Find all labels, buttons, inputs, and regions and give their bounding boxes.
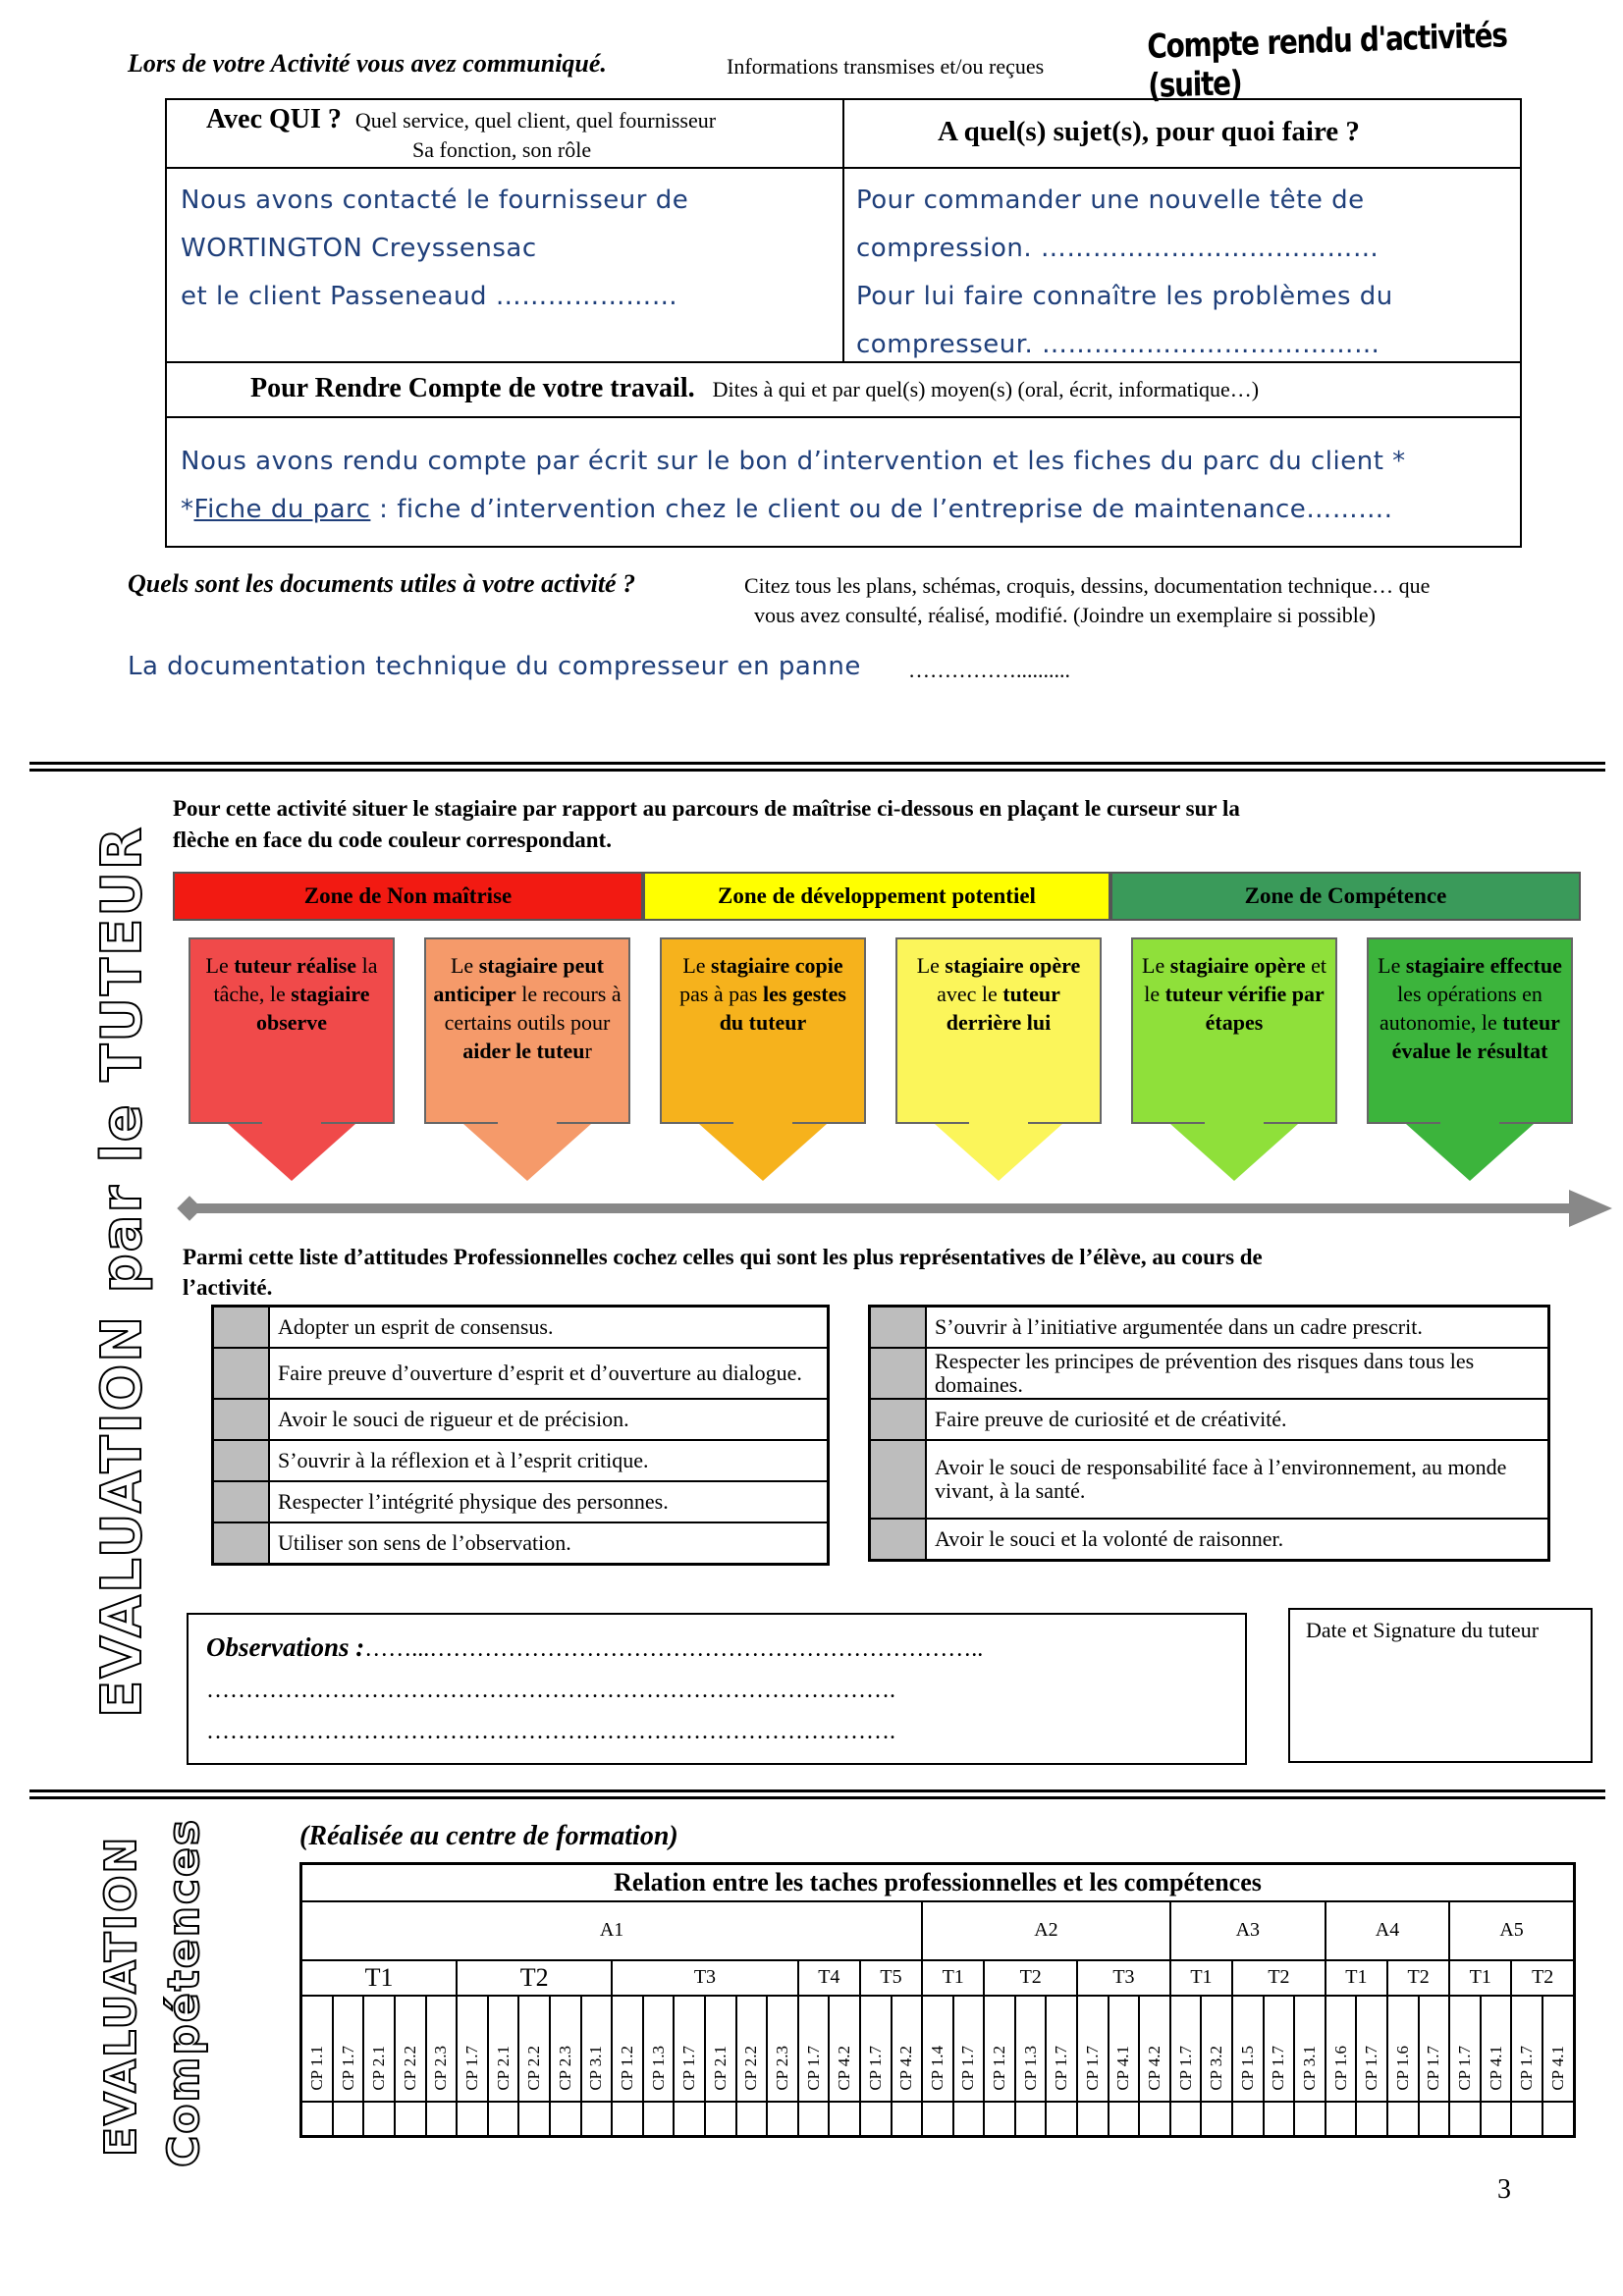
communication-subtitle: Informations transmises et/ou reçues xyxy=(727,54,1045,79)
competence-eval-cell[interactable] xyxy=(1015,2102,1047,2137)
attitude-checkbox[interactable] xyxy=(870,1440,927,1519)
competence-eval-cell[interactable] xyxy=(363,2102,395,2137)
competence-eval-cell[interactable] xyxy=(953,2102,985,2137)
competence-eval-cell[interactable] xyxy=(798,2102,830,2137)
competence-code: CP 1.7 xyxy=(1454,2045,1474,2091)
competence-eval-cell[interactable] xyxy=(1077,2102,1109,2137)
tutor-intro-line: flèche en face du code couleur correspondant. xyxy=(173,828,612,852)
who-role: Sa fonction, son rôle xyxy=(412,137,592,162)
competence-code: CP 2.3 xyxy=(431,2045,451,2091)
competence-eval-cell[interactable] xyxy=(1201,2102,1232,2137)
attitude-checkbox[interactable] xyxy=(213,1307,270,1349)
mastery-card: Le stagiaire opère et le tuteur vérifie par étapes xyxy=(1131,937,1337,1124)
mastery-card: Le stagiaire effectue les opérations en autonomie, le tuteur évalue le résultat xyxy=(1367,937,1573,1124)
attitude-checkbox[interactable] xyxy=(870,1519,927,1561)
header-divider xyxy=(167,167,1520,169)
competences-table-title: Relation entre les taches professionnelles et les compétences xyxy=(301,1864,1575,1901)
section-separator xyxy=(29,1789,1605,1799)
zone-label: Zone de Non maîtrise xyxy=(303,883,513,908)
competence-code: CP 1.4 xyxy=(927,2045,947,2091)
competence-cell xyxy=(1325,1996,1357,2102)
competence-cell xyxy=(1542,1996,1575,2102)
competence-cell xyxy=(550,1996,581,2102)
subject-answer-line: compresseur. ………………………………… xyxy=(856,330,1380,359)
attitudes-title xyxy=(183,1242,1263,1303)
page-number: 3 xyxy=(1497,2174,1511,2205)
competence-cell xyxy=(674,1996,705,2102)
competence-eval-cell[interactable] xyxy=(1419,2102,1450,2137)
attitude-label: Faire preuve d’ouverture d’esprit et d’ouverture au dialogue. xyxy=(269,1348,829,1399)
competence-cell xyxy=(798,1996,830,2102)
attitude-checkbox[interactable] xyxy=(213,1399,270,1440)
park-sheet-link: Fiche du parc xyxy=(193,495,371,524)
competence-eval-cell[interactable] xyxy=(488,2102,519,2137)
who-answer-line: et le client Passeneaud ………………… xyxy=(181,282,678,311)
activity-header: A2 xyxy=(922,1901,1170,1960)
competence-eval-cell[interactable] xyxy=(1449,2102,1481,2137)
competence-eval-cell[interactable] xyxy=(1170,2102,1202,2137)
tutor-signature-box[interactable] xyxy=(1288,1608,1593,1763)
competence-cell xyxy=(1511,1996,1542,2102)
competence-code: CP 1.5 xyxy=(1237,2045,1257,2091)
competence-cell xyxy=(643,1996,675,2102)
competences-side-label-2: Compétences xyxy=(159,1817,209,2167)
competences-subtitle: (Réalisée au centre de formation) xyxy=(299,1821,678,1851)
competence-cell xyxy=(426,1996,458,2102)
attitude-label: Avoir le souci et la volonté de raisonner. xyxy=(926,1519,1549,1561)
competence-eval-cell[interactable] xyxy=(395,2102,426,2137)
mastery-card: Le stagiaire copie pas à pas les gestes du tuteur xyxy=(660,937,866,1124)
attitude-label: Utiliser son sens de l’observation. xyxy=(269,1522,829,1565)
documents-dots: …………….......... xyxy=(908,658,1070,682)
attitude-label: S’ouvrir à la réflexion et à l’esprit critique. xyxy=(269,1440,829,1481)
competence-code: CP 4.2 xyxy=(1145,2045,1164,2091)
competence-code: CP 4.2 xyxy=(896,2045,916,2091)
attitudes-left-table xyxy=(211,1305,830,1566)
zone-potential-development xyxy=(643,872,1110,921)
competence-cell xyxy=(767,1996,798,2102)
competence-cell xyxy=(1201,1996,1232,2102)
competence-cell xyxy=(1356,1996,1387,2102)
who-answer-line: Nous avons contacté le fournisseur de xyxy=(181,186,689,215)
competence-code: CP 1.7 xyxy=(1424,2045,1443,2091)
competence-cell xyxy=(1077,1996,1109,2102)
competence-code: CP 3.1 xyxy=(586,2045,606,2091)
slider-arrowhead-icon xyxy=(1569,1190,1612,1227)
observations-dots: ……...…………………………………………………………….. xyxy=(364,1636,984,1662)
attitude-checkbox[interactable] xyxy=(870,1348,927,1399)
task-header: T1 xyxy=(1325,1960,1387,1996)
competence-eval-cell[interactable] xyxy=(829,2102,860,2137)
mastery-slider-track[interactable] xyxy=(189,1203,1573,1213)
competence-eval-cell[interactable] xyxy=(705,2102,736,2137)
competence-eval-cell[interactable] xyxy=(1481,2102,1512,2137)
who-subtitle: Quel service, quel client, quel fournisseur xyxy=(354,108,717,133)
competence-eval-cell[interactable] xyxy=(922,2102,953,2137)
documents-answer: La documentation technique du compresseur en panne xyxy=(128,652,861,681)
tutor-intro xyxy=(173,793,1240,856)
attitudes-right-table xyxy=(868,1305,1550,1562)
competence-code: CP 1.7 xyxy=(1362,2045,1381,2091)
report-title: Compte rendu d'activités (suite) xyxy=(1147,16,1508,106)
documents-hint-2: vous avez consulté, réalisé, modifié. (Joindre un exemplaire si possible) xyxy=(754,603,1376,627)
competence-code: CP 2.3 xyxy=(555,2045,574,2091)
task-header: T1 xyxy=(301,1960,458,1996)
subject-title: A quel(s) sujet(s), pour quoi faire ? xyxy=(938,116,1360,147)
competence-code: CP 2.3 xyxy=(772,2045,791,2091)
who-title: Avec QUI ? xyxy=(206,104,342,134)
documents-question: Quels sont les documents utiles à votre activité ? xyxy=(128,569,636,598)
competence-eval-cell[interactable] xyxy=(1109,2102,1140,2137)
task-header: T2 xyxy=(1232,1960,1325,1996)
competence-eval-cell[interactable] xyxy=(736,2102,768,2137)
task-header: T2 xyxy=(1387,1960,1449,1996)
row-divider xyxy=(167,416,1520,418)
attitude-checkbox[interactable] xyxy=(213,1522,270,1565)
competence-eval-cell[interactable] xyxy=(984,2102,1015,2137)
competence-code: CP 2.2 xyxy=(741,2045,761,2091)
competence-code: CP 1.7 xyxy=(958,2045,978,2091)
attitude-checkbox[interactable] xyxy=(870,1399,927,1440)
competence-eval-cell[interactable] xyxy=(1294,2102,1325,2137)
competence-cell xyxy=(1449,1996,1481,2102)
competence-code: CP 1.7 xyxy=(338,2045,357,2091)
competence-code: CP 1.7 xyxy=(865,2045,885,2091)
competence-code: CP 3.2 xyxy=(1207,2045,1226,2091)
zone-label: Zone de développement potentiel xyxy=(718,883,1036,908)
competence-eval-cell[interactable] xyxy=(1139,2102,1170,2137)
competence-code: CP 1.7 xyxy=(803,2045,823,2091)
competence-code: CP 1.7 xyxy=(1052,2045,1071,2091)
competence-cell xyxy=(829,1996,860,2102)
observations-label: Observations : xyxy=(206,1632,365,1662)
competence-code: CP 1.7 xyxy=(1517,2045,1537,2091)
competence-eval-cell[interactable] xyxy=(1264,2102,1295,2137)
competence-code: CP 4.2 xyxy=(835,2045,854,2091)
competence-eval-cell[interactable] xyxy=(518,2102,550,2137)
competence-cell xyxy=(612,1996,643,2102)
competence-eval-cell[interactable] xyxy=(767,2102,798,2137)
competence-eval-cell[interactable] xyxy=(581,2102,613,2137)
competence-cell xyxy=(984,1996,1015,2102)
competence-eval-cell[interactable] xyxy=(1325,2102,1357,2137)
activity-header: A4 xyxy=(1325,1901,1449,1960)
competence-eval-cell[interactable] xyxy=(643,2102,675,2137)
down-arrow-icon xyxy=(1406,1124,1534,1181)
attitude-checkbox[interactable] xyxy=(213,1348,270,1399)
attitude-checkbox[interactable] xyxy=(870,1307,927,1349)
competence-code: CP 4.1 xyxy=(1547,2045,1567,2091)
task-header: T2 xyxy=(1511,1960,1574,1996)
competence-cell xyxy=(333,1996,364,2102)
competence-code: CP 1.7 xyxy=(1175,2045,1195,2091)
report-answer-line xyxy=(181,486,1406,534)
competence-code: CP 1.3 xyxy=(648,2045,668,2091)
competence-eval-cell[interactable] xyxy=(1542,2102,1575,2137)
communication-table xyxy=(165,98,1522,548)
section-separator xyxy=(29,762,1605,772)
who-answer-line: WORTINGTON Creyssensac xyxy=(181,234,537,263)
task-header: T3 xyxy=(612,1960,798,1996)
competence-code: CP 1.7 xyxy=(679,2045,699,2091)
attitude-label: Adopter un esprit de consensus. xyxy=(269,1307,829,1349)
attitudes-title-line: Parmi cette liste d’attitudes Professionnelles cochez celles qui sont les plus représentatives de l’élève, au cours de xyxy=(183,1245,1263,1269)
competence-cell xyxy=(395,1996,426,2102)
subject-answer-line: Pour lui faire connaître les problèmes du xyxy=(856,282,1393,311)
competence-cell xyxy=(736,1996,768,2102)
tutor-intro-line: Pour cette activité situer le stagiaire par rapport au parcours de maîtrise ci-dessous en plaçant le curseur sur la xyxy=(173,796,1240,821)
task-header: T1 xyxy=(922,1960,984,1996)
competences-side-label-1: EVALUATION xyxy=(96,1835,146,2157)
report-header-hint: Dites à qui et par quel(s) moyen(s) (oral, écrit, informatique…) xyxy=(712,377,1260,401)
competence-code: CP 1.3 xyxy=(1020,2045,1040,2091)
task-header: T2 xyxy=(984,1960,1077,1996)
report-header xyxy=(250,373,1259,404)
observations-box[interactable] xyxy=(187,1613,1247,1765)
tutor-side-label: EVALUATION par le TUTEUR xyxy=(90,826,154,1718)
competence-code: CP 1.1 xyxy=(306,2045,326,2091)
competence-cell xyxy=(1170,1996,1202,2102)
subject-answer xyxy=(856,177,1393,369)
competence-cell xyxy=(953,1996,985,2102)
competence-cell xyxy=(301,1996,333,2102)
mastery-card: Le stagiaire opère avec le tuteur derrière lui xyxy=(895,937,1102,1124)
task-header: T2 xyxy=(457,1960,612,1996)
competence-cell xyxy=(1015,1996,1047,2102)
report-answer-rest: : fiche d’intervention chez le client ou de l’entreprise de maintenance………. xyxy=(370,495,1393,524)
asterisk: * xyxy=(181,495,194,524)
attitude-label: Avoir le souci de rigueur et de précision. xyxy=(269,1399,829,1440)
competence-eval-cell[interactable] xyxy=(1232,2102,1264,2137)
who-header xyxy=(206,104,716,135)
competence-cell xyxy=(1387,1996,1419,2102)
competence-eval-cell[interactable] xyxy=(674,2102,705,2137)
communication-title: Lors de votre Activité vous avez communiqué. xyxy=(128,49,607,78)
attitude-label: Respecter l’intégrité physique des personnes. xyxy=(269,1481,829,1522)
down-arrow-icon xyxy=(1170,1124,1298,1181)
competence-cell xyxy=(581,1996,613,2102)
competence-cell xyxy=(1232,1996,1264,2102)
signature-label: Date et Signature du tuteur xyxy=(1306,1618,1540,1642)
competence-cell xyxy=(457,1996,488,2102)
competence-eval-cell[interactable] xyxy=(457,2102,488,2137)
activity-header: A1 xyxy=(301,1901,923,1960)
competence-cell xyxy=(363,1996,395,2102)
competence-eval-cell[interactable] xyxy=(426,2102,458,2137)
competence-code: CP 2.1 xyxy=(493,2045,513,2091)
competence-eval-cell[interactable] xyxy=(1511,2102,1542,2137)
attitudes-title-line: l’activité. xyxy=(183,1275,273,1300)
slider-left-end xyxy=(177,1196,201,1220)
observations-dots: ……………………………………………………………………………. xyxy=(206,1719,895,1744)
competence-cell xyxy=(1139,1996,1170,2102)
down-arrow-icon xyxy=(228,1124,355,1181)
competence-code: CP 1.7 xyxy=(1269,2045,1288,2091)
competence-cell xyxy=(1046,1996,1077,2102)
competence-code: CP 2.2 xyxy=(400,2045,419,2091)
competence-cell xyxy=(1481,1996,1512,2102)
competence-cell xyxy=(1419,1996,1450,2102)
who-answer xyxy=(181,177,688,321)
competence-cell xyxy=(518,1996,550,2102)
down-arrow-icon xyxy=(699,1124,827,1181)
competence-cell xyxy=(488,1996,519,2102)
report-answer xyxy=(181,438,1406,534)
competence-code: CP 4.1 xyxy=(1113,2045,1133,2091)
competence-cell xyxy=(705,1996,736,2102)
competence-eval-cell[interactable] xyxy=(1387,2102,1419,2137)
competence-cell xyxy=(1264,1996,1295,2102)
subject-answer-line: Pour commander une nouvelle tête de xyxy=(856,186,1365,215)
competence-code: CP 2.1 xyxy=(369,2045,389,2091)
competence-code: CP 1.2 xyxy=(990,2045,1009,2091)
zone-non-mastery xyxy=(173,872,643,921)
attitude-label: S’ouvrir à l’initiative argumentée dans un cadre prescrit. xyxy=(926,1307,1549,1349)
task-header: T4 xyxy=(798,1960,860,1996)
task-header: T1 xyxy=(1170,1960,1232,1996)
competence-eval-cell[interactable] xyxy=(1356,2102,1387,2137)
attitude-label: Avoir le souci de responsabilité face à l’environnement, au monde vivant, à la santé. xyxy=(926,1440,1549,1519)
attitude-label: Respecter les principes de prévention des risques dans tous les domaines. xyxy=(926,1348,1549,1399)
mastery-card: Le stagiaire peut anticiper le recours à certains outils pour aider le tuteur xyxy=(424,937,630,1124)
observations-content xyxy=(206,1627,983,1752)
competence-eval-cell[interactable] xyxy=(550,2102,581,2137)
competences-table xyxy=(299,1862,1576,2138)
competence-code: CP 1.2 xyxy=(617,2045,636,2091)
competence-eval-cell[interactable] xyxy=(333,2102,364,2137)
competence-code: CP 1.7 xyxy=(461,2045,481,2091)
mastery-card: Le tuteur réalise la tâche, le stagiaire observe xyxy=(189,937,395,1124)
competence-eval-cell[interactable] xyxy=(860,2102,892,2137)
task-header: T3 xyxy=(1077,1960,1170,1996)
activity-header: A3 xyxy=(1170,1901,1325,1960)
attitude-label: Faire preuve de curiosité et de créativité. xyxy=(926,1399,1549,1440)
competence-cell xyxy=(922,1996,953,2102)
competence-eval-cell[interactable] xyxy=(892,2102,923,2137)
observations-dots: ……………………………………………………………………………. xyxy=(206,1678,895,1703)
competence-code: CP 4.1 xyxy=(1486,2045,1505,2091)
activity-header: A5 xyxy=(1449,1901,1574,1960)
competence-cell xyxy=(860,1996,892,2102)
down-arrow-icon xyxy=(935,1124,1062,1181)
column-divider xyxy=(842,100,844,361)
competence-code: CP 1.6 xyxy=(1330,2045,1350,2091)
task-header: T5 xyxy=(860,1960,922,1996)
competence-eval-cell[interactable] xyxy=(301,2102,333,2137)
attitude-checkbox[interactable] xyxy=(213,1440,270,1481)
competence-code: CP 2.2 xyxy=(524,2045,544,2091)
task-header: T1 xyxy=(1449,1960,1511,1996)
zone-competence xyxy=(1110,872,1581,921)
zone-label: Zone de Compétence xyxy=(1244,883,1447,908)
report-header-title: Pour Rendre Compte de votre travail. xyxy=(250,373,695,403)
subject-answer-line: compression. ………………………………… xyxy=(856,234,1380,263)
competence-eval-cell[interactable] xyxy=(1046,2102,1077,2137)
down-arrow-icon xyxy=(463,1124,591,1181)
competence-code: CP 3.1 xyxy=(1300,2045,1320,2091)
competence-eval-cell[interactable] xyxy=(612,2102,643,2137)
competence-code: CP 2.1 xyxy=(710,2045,730,2091)
competence-cell xyxy=(892,1996,923,2102)
competence-code: CP 1.7 xyxy=(1082,2045,1102,2091)
competence-code: CP 1.6 xyxy=(1392,2045,1412,2091)
competence-cell xyxy=(1109,1996,1140,2102)
competence-cell xyxy=(1294,1996,1325,2102)
report-answer-line: Nous avons rendu compte par écrit sur le bon d’intervention et les fiches du parc du client * xyxy=(181,447,1406,476)
documents-hint-1: Citez tous les plans, schémas, croquis, dessins, documentation technique… que xyxy=(744,573,1431,598)
attitude-checkbox[interactable] xyxy=(213,1481,270,1522)
